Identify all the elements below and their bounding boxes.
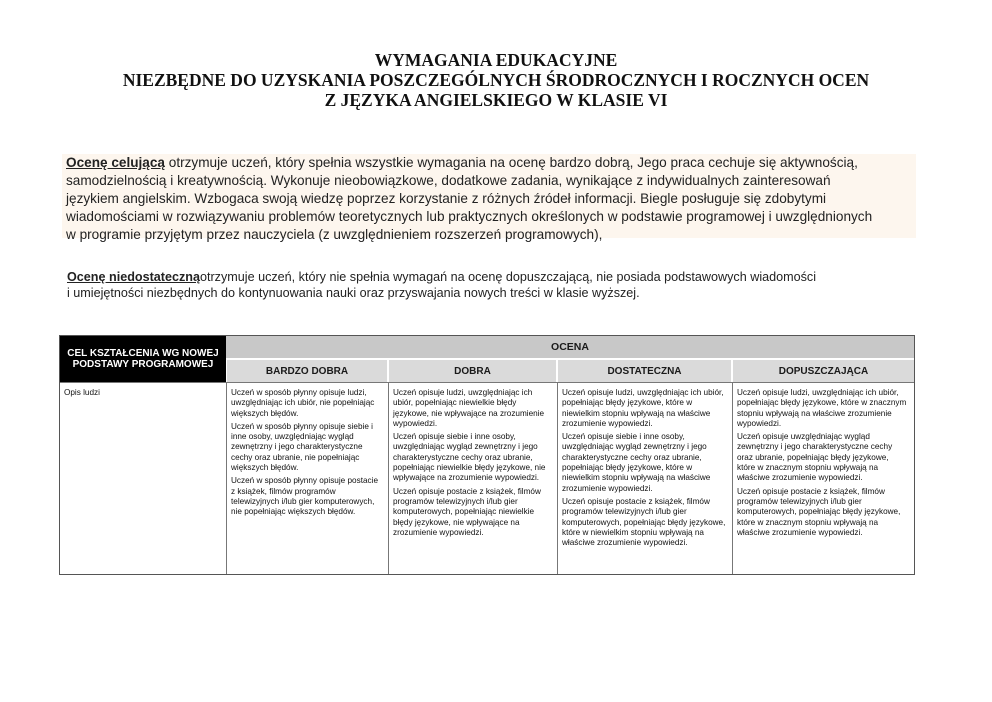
requirements-table	[59, 335, 915, 575]
cell-text: Uczeń opisuje postacie z książek, filmów programów telewizyjnych i/lub gier komputerowych, popełniając błędy językowe, które w niewielkim stopniu wpływają na właściwe zrozumienie wypowiedzi.	[562, 496, 726, 548]
niedostateczna-line-2: i umiejętności niezbędnych do kontynuowania nauki oraz przyswajania nowych treści w klasie wyższej.	[67, 286, 640, 300]
celujaca-line-3: językiem angielskim. Wzbogaca swoją wiedzę poprzez korzystanie z różnych źródeł informacji. Biegle posługuje się zdobytymi	[66, 191, 827, 206]
cell-text: Uczeń opisuje ludzi, uwzględniając ich ubiór, popełniając niewielkie błędy językowe, nie wpływające na zrozumienie wypowiedzi.	[393, 388, 545, 428]
column-divider	[732, 382, 733, 574]
cell-text: Uczeń opisuje uwzględniając wygląd zewnętrzny i jego charakterystyczne cechy oraz ubranie, popełniając błędy językowe, które w znacznym stopniu wpływają na właściwe zrozumienie wypowiedzi.	[737, 432, 893, 483]
document-title	[0, 50, 992, 110]
title-line-1: WYMAGANIA EDUKACYJNE	[374, 50, 618, 70]
cell-dostateczna	[562, 388, 728, 551]
niedostateczna-line-1	[67, 269, 917, 285]
title-line-2: NIEZBĘDNE DO UZYSKANIA POSZCZEGÓLNYCH ŚRODROCZNYCH I ROCZNYCH OCEN	[122, 70, 870, 90]
grade-header-dobra: DOBRA	[389, 360, 556, 382]
cell-text: Uczeń opisuje postacie z książek, filmów programów telewizyjnych i/lub gier komputerowych, popełniając błędy językowe, które w znacznym stopniu wpływają na właściwe zrozumienie wypowiedzi.	[737, 486, 901, 537]
column-divider	[557, 382, 558, 574]
celujaca-lead: Ocenę celującą	[66, 155, 165, 170]
grade-header-dostateczna: DOSTATECZNA	[558, 360, 731, 382]
celujaca-line-4: wiadomościami w rozwiązywaniu problemów teoretycznych lub praktycznych określonych w podstawie programowej i uwzględnionych	[66, 209, 873, 224]
cell-dobra	[393, 388, 553, 541]
grade-header-bardzo-dobra: BARDZO DOBRA	[227, 360, 387, 382]
goal-column-header: CEL KSZTAŁCENIA WG NOWEJ PODSTAWY PROGRAMOWEJ	[60, 336, 226, 382]
celujaca-line-5: w programie przyjętym przez nauczyciela (z uwzględnieniem rozszerzeń programowych),	[66, 227, 603, 242]
cell-text: Uczeń w sposób płynny opisuje siebie i inne osoby, uwzględniając wygląd zewnętrzny i jego charakterystyczne cechy oraz ubranie, nie popełniając większych błędów.	[231, 421, 373, 473]
title-line-3: Z JĘZYKA ANGIELSKIEGO W KLASIE VI	[324, 90, 668, 110]
cell-text: Uczeń opisuje ludzi, uwzględniając ich ubiór, popełniając błędy językowe, które w znacznym stopniu wpływają na właściwe zrozumienie wypowiedzi.	[737, 388, 907, 428]
celujaca-line-1	[66, 154, 916, 172]
celujaca-line-2: samodzielnością i kreatywnością. Wykonuje nieobowiązkowe, dodatkowe zadania, wynikające z indywidualnych zainteresowań	[66, 173, 831, 188]
cell-text: Uczeń opisuje siebie i inne osoby, uwzględniając wygląd zewnętrzny i jego charakterystyczne cechy oraz ubranie, popełniając niewielkie błędy językowe, nie wpływające na zrozumienie wypowiedzi.	[393, 432, 546, 483]
ocena-header: OCENA	[226, 336, 914, 358]
cell-text: Uczeń w sposób płynny opisuje postacie z książek, filmów programów telewizyjnych i/lub gier komputerowych, nie popełniając większych błędów.	[231, 476, 379, 517]
niedostateczna-lead: Ocenę niedostateczną	[67, 270, 200, 284]
cell-bardzo-dobra	[231, 388, 384, 521]
niedostateczna-paragraph	[67, 269, 917, 301]
row-label-opis-ludzi: Opis ludzi	[64, 388, 100, 397]
cell-text: Uczeń w sposób płynny opisuje ludzi, uwzględniając ich ubiór, nie popełniając większych błędów.	[231, 388, 375, 418]
celujaca-line-1-text: otrzymuje uczeń, który spełnia wszystkie wymagania na ocenę bardzo dobrą, Jego praca cechuje się aktywnością,	[165, 155, 858, 170]
niedostateczna-line-1-text: otrzymuje uczeń, który nie spełnia wymagań na ocenę dopuszczającą, nie posiada podstawowych wiadomości	[199, 270, 817, 284]
cell-text: Uczeń opisuje siebie i inne osoby, uwzględniając wygląd zewnętrzny i jego charakterystyczne cechy oraz ubranie, popełniając błędy językowe, które w niewielkim stopniu wpływają na właściwe zrozumienie wypowiedzi.	[562, 432, 711, 493]
cell-text: Uczeń opisuje postacie z książek, filmów programów telewizyjnych i/lub gier komputerowych, popełniając niewielkie błędy językowe, nie wpływające na zrozumienie wypowiedzi.	[393, 486, 541, 537]
grade-header-dopuszczajaca: DOPUSZCZAJĄCA	[733, 360, 914, 382]
column-divider	[388, 382, 389, 574]
cell-dopuszczajaca	[737, 388, 909, 541]
celujaca-paragraph	[62, 154, 916, 242]
column-divider	[226, 382, 227, 574]
header-divider	[60, 382, 914, 383]
cell-text: Uczeń opisuje ludzi, uwzględniając ich ubiór, popełniając błędy językowe, które w niewielkim stopniu wpływają na właściwe zrozumienie wypowiedzi.	[562, 388, 724, 428]
